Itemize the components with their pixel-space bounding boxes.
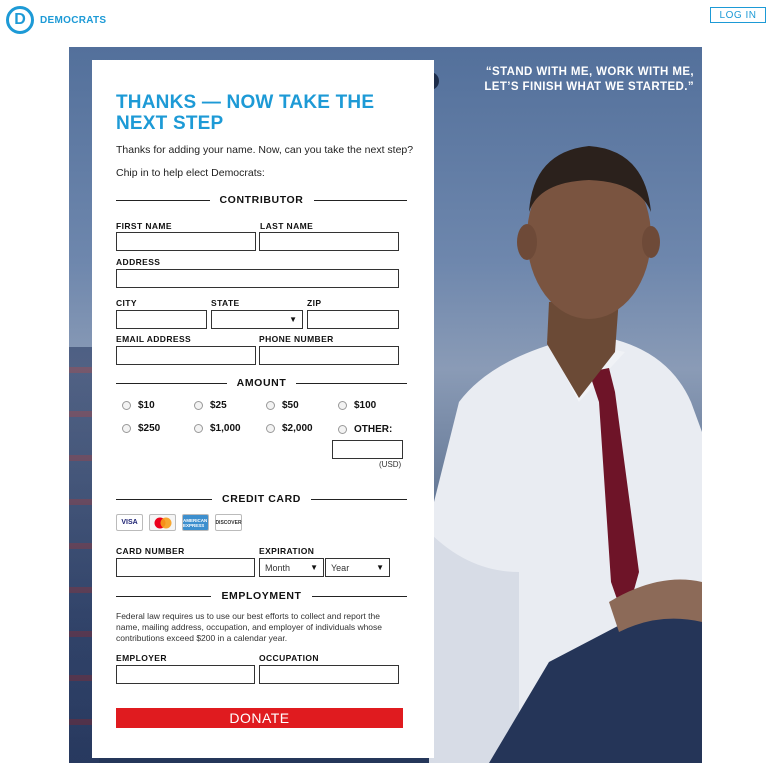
radio-button[interactable] xyxy=(194,401,203,410)
donation-form xyxy=(92,60,434,758)
contributor-section-heading xyxy=(116,193,407,207)
amount-option-250[interactable]: $250 xyxy=(122,423,160,434)
amount-option-1000[interactable]: $1,000 xyxy=(194,423,241,434)
legal-notice: Federal law requires us to use our best efforts to collect and report the name, mailing address, occupation, and employer of individuals whose contributions exceed $200 in a calendar year. xyxy=(116,611,383,643)
amount-option-2000[interactable]: $2,000 xyxy=(266,423,313,434)
zip-label: ZIP xyxy=(307,298,322,308)
year-value: Year xyxy=(331,562,350,573)
quote-line-2: LET’S FINISH WHAT WE STARTED.” xyxy=(484,81,694,93)
zip-input[interactable] xyxy=(307,310,399,329)
month-value: Month xyxy=(265,562,291,573)
logo-text: DEMOCRATS xyxy=(40,14,107,26)
card-number-input[interactable] xyxy=(116,558,255,577)
other-amount-input[interactable] xyxy=(332,440,403,459)
quote-line-1: “STAND WITH ME, WORK WITH ME, xyxy=(485,66,694,78)
employment-heading: EMPLOYMENT xyxy=(221,590,302,602)
contributor-heading: CONTRIBUTOR xyxy=(219,194,304,206)
email-input[interactable] xyxy=(116,346,256,365)
chevron-down-icon: ▼ xyxy=(289,315,297,324)
radio-button[interactable] xyxy=(266,401,275,410)
address-input[interactable] xyxy=(116,269,399,288)
first-name-input[interactable] xyxy=(116,232,256,251)
mastercard-icon xyxy=(149,514,176,531)
amount-option-100[interactable]: $100 xyxy=(338,400,376,411)
accepted-cards xyxy=(116,514,248,531)
state-label: STATE xyxy=(211,298,240,308)
logo-mark: D xyxy=(6,6,34,34)
state-select[interactable] xyxy=(211,310,303,329)
credit-card-heading: CREDIT CARD xyxy=(222,493,301,505)
chevron-down-icon: ▼ xyxy=(376,563,384,572)
amount-option-25[interactable]: $25 xyxy=(194,400,227,411)
employer-input[interactable] xyxy=(116,665,255,684)
login-button[interactable]: LOG IN xyxy=(710,7,766,23)
phone-input[interactable] xyxy=(259,346,399,365)
chevron-down-icon: ▼ xyxy=(310,563,318,572)
amount-heading: AMOUNT xyxy=(236,377,287,389)
credit-card-section-heading xyxy=(116,492,407,506)
phone-label: PHONE NUMBER xyxy=(259,334,334,344)
amount-option-50[interactable]: $50 xyxy=(266,400,299,411)
employer-label: EMPLOYER xyxy=(116,653,167,663)
employment-section-heading xyxy=(116,589,407,603)
occupation-label: OCCUPATION xyxy=(259,653,319,663)
amex-icon: AMERICAN EXPRESS xyxy=(182,514,209,531)
discover-icon: DISCOVER xyxy=(215,514,242,531)
last-name-input[interactable] xyxy=(259,232,399,251)
expiration-label: EXPIRATION xyxy=(259,546,315,556)
occupation-input[interactable] xyxy=(259,665,399,684)
radio-button[interactable] xyxy=(194,424,203,433)
expiration-year-select[interactable] xyxy=(325,558,390,577)
radio-button[interactable] xyxy=(122,401,131,410)
form-title: THANKS — NOW TAKE THE NEXT STEP xyxy=(116,92,375,134)
address-label: ADDRESS xyxy=(116,257,161,267)
expiration-month-select[interactable] xyxy=(259,558,324,577)
form-prompt: Chip in to help elect Democrats: xyxy=(116,167,265,179)
form-subtitle: Thanks for adding your name. Now, can you take the next step? xyxy=(116,144,414,156)
amount-option-10[interactable]: $10 xyxy=(122,400,155,411)
hero-quote xyxy=(444,65,694,95)
person-photo xyxy=(429,102,702,763)
amount-option-other[interactable]: OTHER: xyxy=(338,424,392,435)
democrats-logo[interactable] xyxy=(6,6,106,34)
radio-button[interactable] xyxy=(266,424,275,433)
radio-button[interactable] xyxy=(338,401,347,410)
card-number-label: CARD NUMBER xyxy=(116,546,185,556)
city-input[interactable] xyxy=(116,310,207,329)
first-name-label: FIRST NAME xyxy=(116,221,172,231)
email-label: EMAIL ADDRESS xyxy=(116,334,192,344)
last-name-label: LAST NAME xyxy=(260,221,314,231)
radio-button[interactable] xyxy=(338,425,347,434)
donate-button[interactable]: DONATE xyxy=(116,708,403,728)
visa-icon: VISA xyxy=(116,514,143,531)
currency-label: (USD) xyxy=(379,460,402,469)
amount-section-heading xyxy=(116,376,407,390)
city-label: CITY xyxy=(116,298,137,308)
radio-button[interactable] xyxy=(122,424,131,433)
